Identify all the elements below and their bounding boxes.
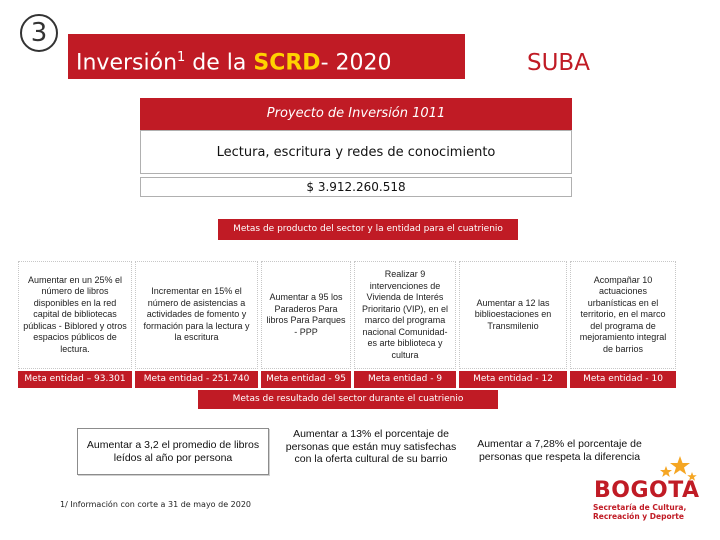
metas-resultado-banner: Metas de resultado del sector durante el cuatrienio <box>198 390 498 409</box>
location-label: SUBA <box>527 50 590 76</box>
page-title <box>68 34 465 79</box>
title-accent: SCRD <box>253 50 321 76</box>
meta-entidad-bar: Meta entidad - 10 <box>570 371 676 388</box>
meta-entidad-bar: Meta entidad – 93.301 <box>18 371 132 388</box>
logo-subtitle: Secretaría de Cultura, Recreación y Deporte <box>593 503 687 521</box>
result-box: Aumentar a 3,2 el promedio de libros leídos al año por persona <box>77 428 269 475</box>
metas-producto-banner: Metas de producto del sector y la entidad para el cuatrienio <box>218 219 518 240</box>
goal-box: Realizar 9 intervenciones de Vivienda de Interés Prioritario (VIP), en el marco del programa nacional Comunidad-es arte biblioteca y cultura <box>354 261 456 369</box>
meta-entidad-bar: Meta entidad - 12 <box>459 371 567 388</box>
meta-entidad-bar: Meta entidad - 9 <box>354 371 456 388</box>
project-amount: $ 3.912.260.518 <box>140 177 572 197</box>
project-name: Lectura, escritura y redes de conocimiento <box>140 130 572 174</box>
result-box: Aumentar a 7,28% el porcentaje de personas que respeta la diferencia <box>477 438 642 463</box>
logo-wordmark: BOGOTA <box>594 478 700 503</box>
result-box: Aumentar a 13% el porcentaje de personas que están muy satisfechas con la oferta cultural de su barrio <box>285 428 457 465</box>
slide-number-badge: 3 <box>20 14 58 52</box>
goal-box: Aumentar en un 25% el número de libros disponibles en la red capital de bibliotecas públicas - Biblored y otros espacios públicos de lectura. <box>18 261 132 369</box>
project-header: Proyecto de Inversión 1011 <box>140 98 572 130</box>
title-part1: Inversión <box>76 50 178 76</box>
goal-box: Acompañar 10 actuaciones urbanísticas en el territorio, en el marco del programa de mejoramiento integral de barrios <box>570 261 676 369</box>
goal-box: Incrementar en 15% el número de asistencias a actividades de fomento y formación para la lectura y la escritura <box>135 261 258 369</box>
goal-box: Aumentar a 12 las biblioestaciones en Transmilenio <box>459 261 567 369</box>
footnote: 1/ Información con corte a 31 de mayo de 2020 <box>60 500 252 509</box>
title-part2: de la <box>185 50 254 76</box>
meta-entidad-bar: Meta entidad - 251.740 <box>135 371 258 388</box>
title-part3: - 2020 <box>320 50 392 76</box>
title-superscript: 1 <box>177 50 186 65</box>
meta-entidad-bar: Meta entidad - 95 <box>261 371 351 388</box>
goal-box: Aumentar a 95 los Paraderos Para libros Para Parques - PPP <box>261 261 351 369</box>
